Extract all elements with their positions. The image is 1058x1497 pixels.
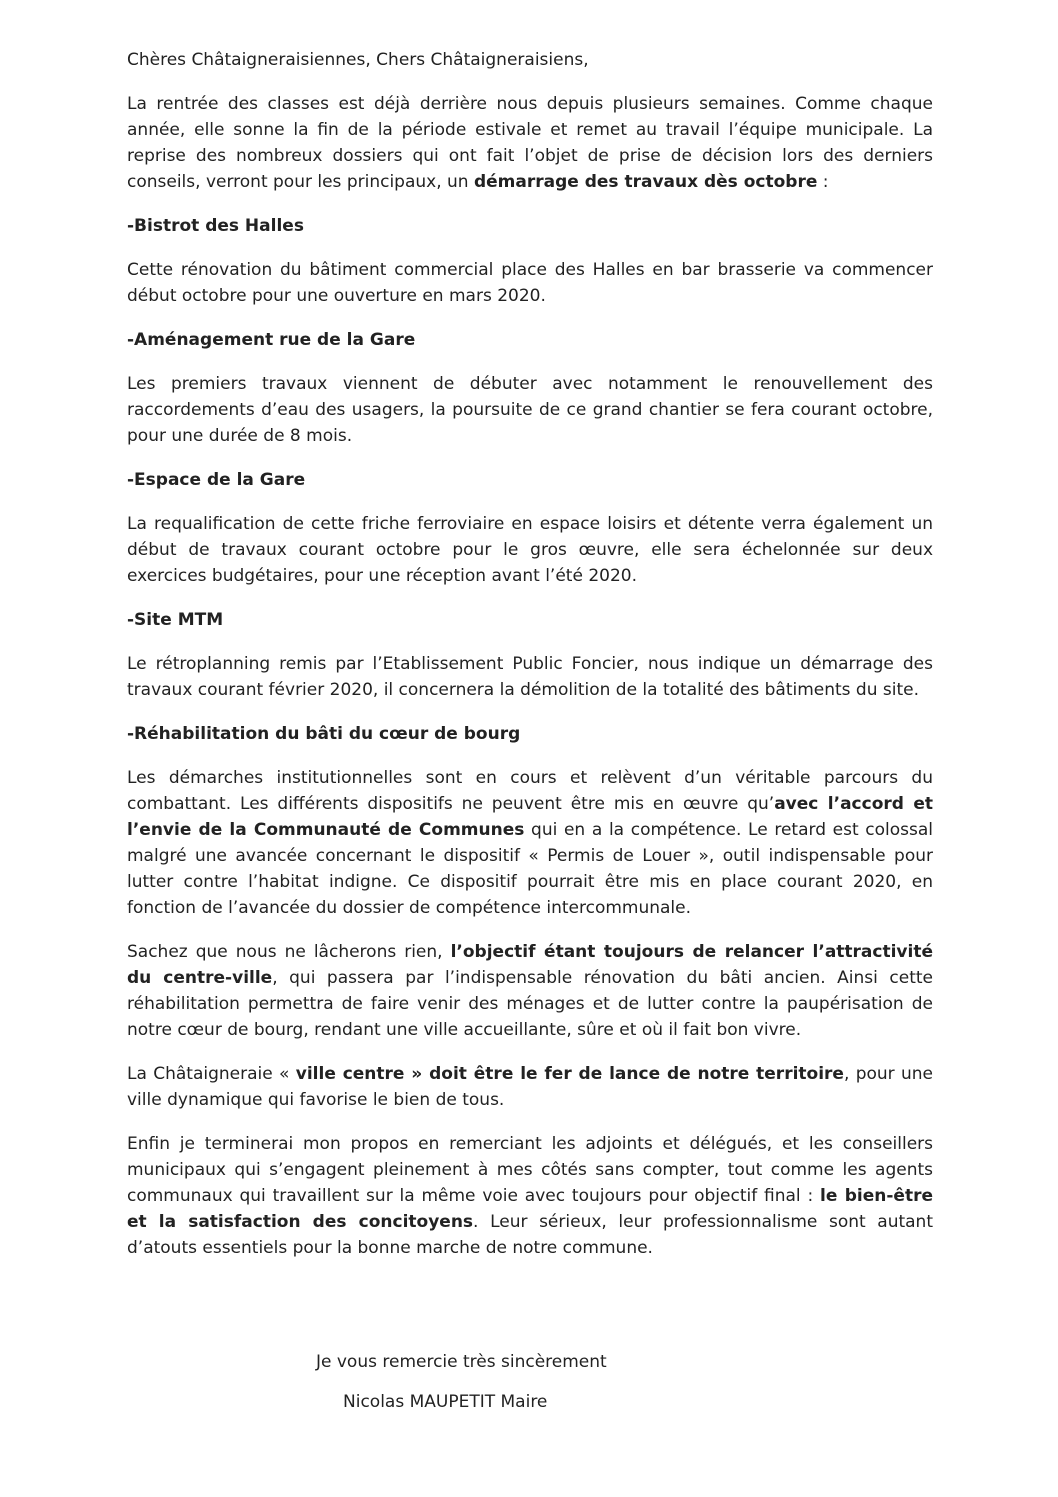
rehab-text: Les démarches institutionnelles sont en cours et relèvent d’un véritable parcours du combattant. Les différents dispositifs ne peuvent être mis en œuvre qu’ [127,768,933,814]
enfin-end: . Leur sérieux, leur professionnalisme sont autant d’atouts essentiels pour la bonne marche de notre commune. [127,1212,933,1258]
section-heading-site-mtm: -Site MTM [127,610,224,630]
greeting: Chères Châtaigneraisiennes, Chers Châtaigneraisiens, [127,50,589,70]
ville-bold: ville centre » doit être le fer de lance de notre territoire [295,1064,844,1084]
section-body-site-mtm: Le rétroplanning remis par l’Etablissement Public Foncier, nous indique un démarrage des travaux courant février 2020, il concernera la démolition de la totalité des bâtiments du site. [127,654,933,700]
signature-line: Nicolas MAUPETIT Maire [343,1392,548,1412]
ville-end: , pour une ville dynamique qui favorise le bien de tous. [127,1064,933,1110]
closing-line: Je vous remercie très sincèrement [316,1352,607,1372]
sachez-bold: l’objectif étant toujours de relancer l’attractivité du centre-ville [127,942,933,988]
rehab-end: qui en a la compétence. Le retard est colossal malgré une avancée concernant le dispositif « Permis de Louer », outil indispensable pour lutter contre l’habitat indigne. Ce dispositif pourrait être mis en place courant 2020, en fonction de l’avancée du dossier de compétence intercommunale. [127,820,934,918]
enfin-text: Enfin je terminerai mon propos en remerciant les adjoints et délégués, et les conseillers municipaux qui s’engagent pleinement à mes côtés sans compter, tout comme les agents communaux qui travaillent sur la même voie avec toujours pour objectif final : [127,1134,933,1206]
section-heading-rue-gare: -Aménagement rue de la Gare [127,330,416,350]
section-heading-rehabilitation: -Réhabilitation du bâti du cœur de bourg [127,724,521,744]
intro-bold: démarrage des travaux dès octobre [473,172,818,192]
section-body-espace-gare: La requalification de cette friche ferroviaire en espace loisirs et détente verra également un début de travaux courant octobre pour le gros œuvre, elle sera échelonnée sur deux exercices budgétaires, pour une réception avant l’été 2020. [127,514,933,586]
section-heading-bistrot: -Bistrot des Halles [127,216,304,236]
intro-end: : [817,172,829,192]
enfin-bold: le bien-être et la satisfaction des concitoyens [127,1186,933,1232]
section-body-rue-gare: Les premiers travaux viennent de débuter avec notamment le renouvellement des raccordements d’eau des usagers, la poursuite de ce grand chantier se fera courant octobre, pour une durée de 8 mois. [127,374,933,446]
paragraph-enfin [127,1131,933,1261]
section-body-rehabilitation [127,765,933,921]
sachez-text: Sachez que nous ne lâcherons rien, [127,942,451,962]
ville-text: La Châtaigneraie « [127,1064,296,1084]
rehab-bold: avec l’accord et l’envie de la Communauté de Communes [127,794,934,840]
intro-paragraph [127,91,933,195]
section-heading-espace-gare: -Espace de la Gare [127,470,306,490]
letter-body [127,47,933,1279]
intro-text: La rentrée des classes est déjà derrière nous depuis plusieurs semaines. Comme chaque année, elle sonne la fin de la période estivale et remet au travail l’équipe municipale. La reprise des nombreux dossiers qui ont fait l’objet de prise de décision lors des derniers conseils, verront pour les principaux, un [127,94,933,192]
paragraph-sachez [127,939,933,1043]
sachez-end: , qui passera par l’indispensable rénovation du bâti ancien. Ainsi cette réhabilitation permettra de faire venir des ménages et de lutter contre la paupérisation de notre cœur de bourg, rendant une ville accueillante, sûre et où il fait bon vivre. [127,968,933,1040]
section-body-bistrot: Cette rénovation du bâtiment commercial place des Halles en bar brasserie va commencer début octobre pour une ouverture en mars 2020. [127,260,933,306]
paragraph-ville-centre [127,1061,933,1113]
